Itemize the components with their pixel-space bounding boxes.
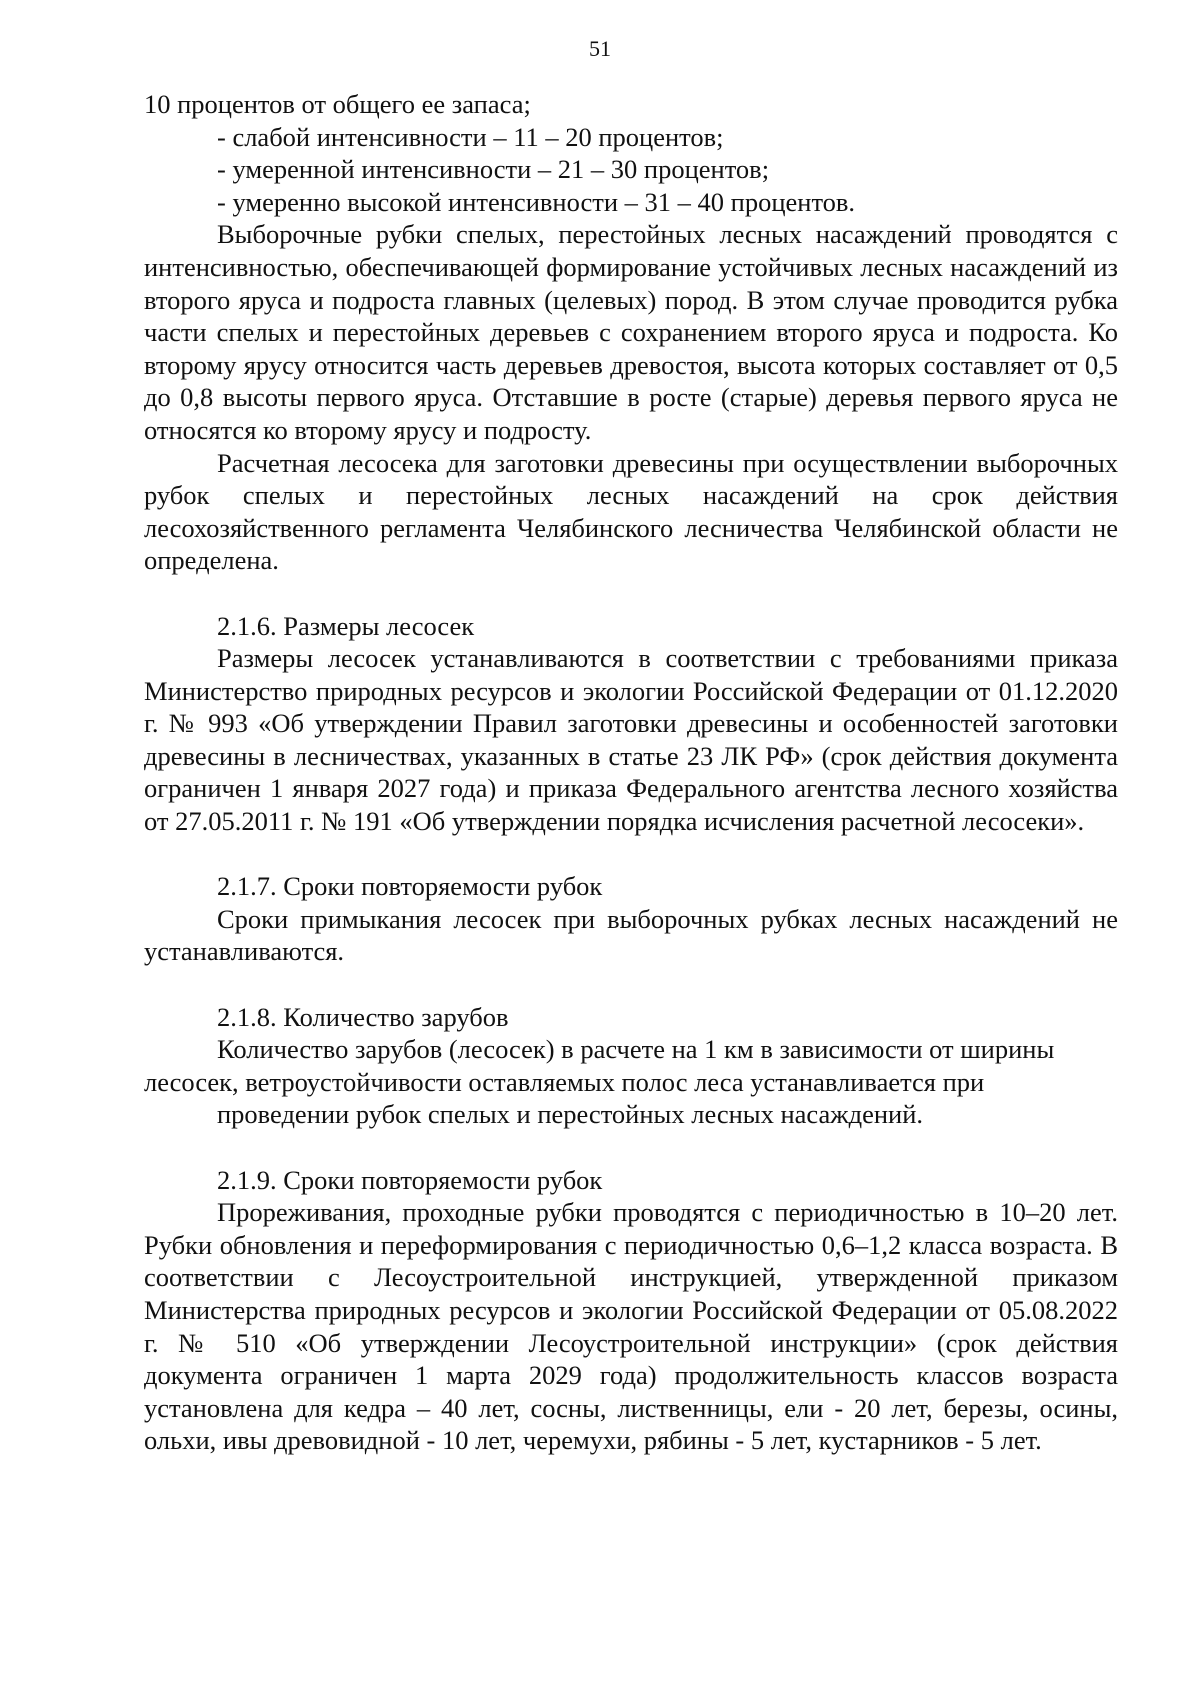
paragraph-cuts-count-continuation: проведении рубок спелых и перестойных лесных насаждений. <box>217 1099 924 1130</box>
paragraph-selective-cutting: Выборочные рубки спелых, перестойных лесных насаждений проводятся с интенсивностью, обеспечивающей формирование устойчивых лесных насаждений из второго яруса и подроста главных (целевых) пород. В этом случае проводится рубка части спелых и перестойных деревьев с сохранением второго яруса и подроста. Ко второму ярусу относится часть деревьев древостоя, высота которых составляет от 0,5 до 0,8 высоты первого яруса. Отставшие в росте (старые) деревья первого яруса не относятся ко второму ярусу и подросту. <box>144 219 1118 445</box>
list-item: - слабой интенсивности – 11 – 20 процентов; <box>217 121 724 152</box>
paragraph-cutting-area-sizes: Размеры лесосек устанавливаются в соответствии с требованиями приказа Министерство природных ресурсов и экологии Российской Федерации от 01.12.2020 г. № 993 «Об утверждении Правил заготовки древесины и особенностей заготовки древесины в лесничествах, указанных в статье 23 ЛК РФ» (срок действия документа ограничен 1 января 2027 года) и приказа Федерального агентства лесного хозяйства от 27.05.2011 г. № 191 «Об утверждении порядка исчисления расчетной лесосеки». <box>144 643 1118 837</box>
paragraph-allowable-cut: Расчетная лесосека для заготовки древесины при осуществлении выборочных рубок спелых и перестойных лесных насаждений на срок действия лесохозяйственного регламента Челябинского лесничества Челябинской области не определена. <box>144 447 1118 576</box>
section-heading-2-1-7: 2.1.7. Сроки повторяемости рубок <box>217 871 603 902</box>
page-number: 51 <box>589 36 611 61</box>
paragraph-adjacency-terms: Сроки примыкания лесосек при выборочных рубках лесных насаждений не устанавливаются. <box>144 903 1118 967</box>
paragraph-continuation: 10 процентов от общего ее запаса; <box>144 89 531 119</box>
paragraph-repeat-terms: Прореживания, проходные рубки проводятся с периодичностью в 10–20 лет. Рубки обновления и переформирования с периодичностью 0,6–1,2 класса возраста. В соответствии с Лесоустроительной инструкцией, утвержденной приказом Министерства природных ресурсов и экологии Российской Федерации от 05.08.2022 г. № 510 «Об утверждении Лесоустроительной инструкции» (срок действия документа ограничен 1 марта 2029 года) продолжительность классов возраста установлена для кедра – 40 лет, сосны, лиственницы, ели - 20 лет, березы, осины, ольхи, ивы древовидной - 10 лет, черемухи, рябины - 5 лет, кустарников - 5 лет. <box>144 1197 1118 1456</box>
document-body <box>144 88 1118 1457</box>
list-item: - умеренной интенсивности – 21 – 30 процентов; <box>217 154 770 185</box>
section-heading-2-1-6: 2.1.6. Размеры лесосек <box>217 610 475 641</box>
section-heading-2-1-8: 2.1.8. Количество зарубов <box>217 1001 509 1032</box>
paragraph-cuts-count: Количество зарубов (лесосек) в расчете на 1 км в зависимости от ширины лесосек, ветроустойчивости оставляемых полос леса устанавливается при <box>144 1034 1055 1097</box>
list-item: - умеренно высокой интенсивности – 31 – 40 процентов. <box>217 186 856 217</box>
section-heading-2-1-9: 2.1.9. Сроки повторяемости рубок <box>217 1164 603 1195</box>
